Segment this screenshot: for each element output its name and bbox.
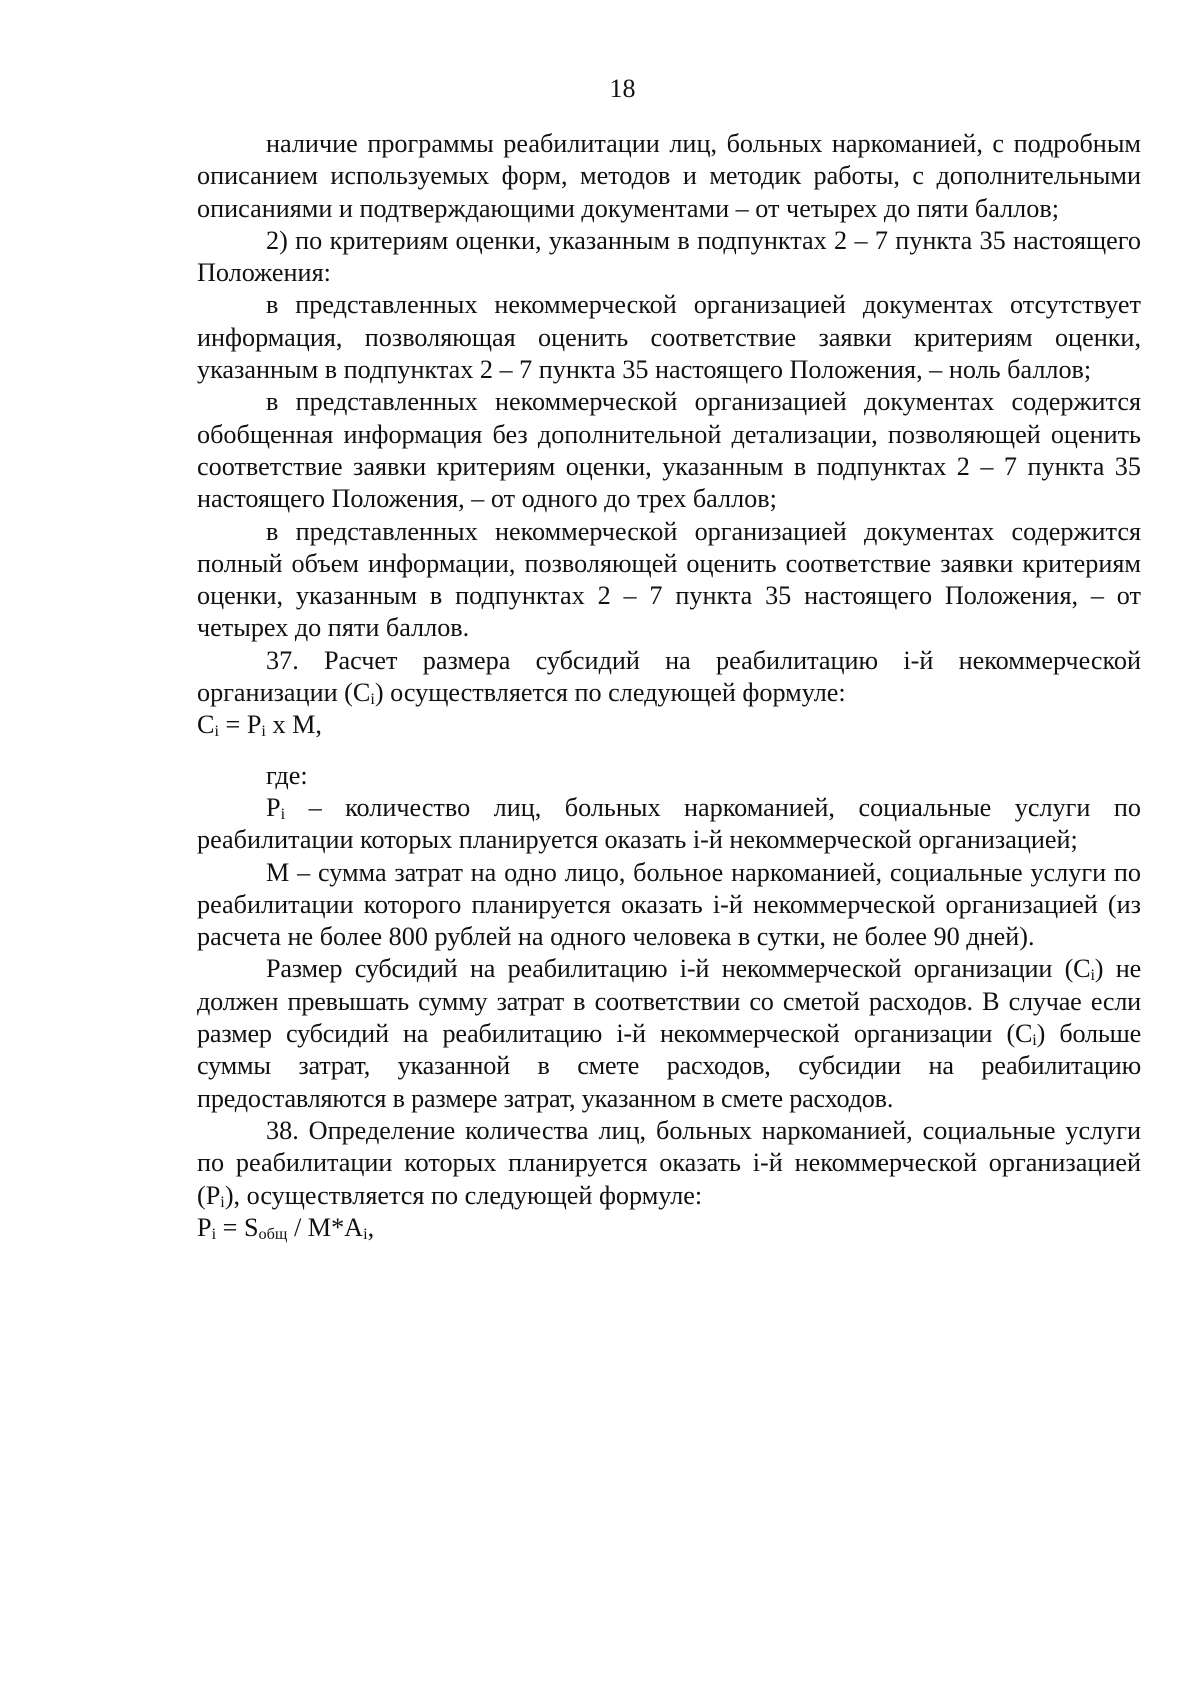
- paragraph-criteria-2-7: 2) по критериям оценки, указанным в подпунктах 2 – 7 пункта 35 настоящего Положения:: [197, 225, 1141, 288]
- paragraph-38: 38. Определение количества лиц, больных наркоманией, социальные услуги по реабилитации которых планируется оказать i-й некоммерческой организацией (Рi), осуществляется по следующей формуле:: [197, 1115, 1141, 1211]
- paragraph-one-to-three-points: в представленных некоммерческой организацией документах содержится обобщенная информация без дополнительной детализации, позволяющей оценить соответствие заявки критериям оценки, указанным в подпунктах 2 – 7 пункта 35 настоящего Положения, – от одного до трех баллов;: [197, 387, 1141, 514]
- paragraph-program-criteria: наличие программы реабилитации лиц, больных наркоманией, с подробным описанием используемых форм, методов и методик работы, с дополнительными описаниями и подтверждающими документами – от четырех до пяти баллов;: [197, 129, 1141, 223]
- paragraph-four-to-five-points: в представленных некоммерческой организацией документах содержится полный объем информации, позволяющей оценить соответствие заявки критериям оценки, указанным в подпунктах 2 – 7 пункта 35 настоящего Положения, – от четырех до пяти баллов.: [197, 516, 1141, 643]
- paragraph-zero-points: в представленных некоммерческой организацией документах отсутствует информация, позволяющая оценить соответствие заявки критериям оценки, указанным в подпунктах 2 – 7 пункта 35 настоящего Положения, – ноль баллов;: [197, 290, 1141, 385]
- where-label: где:: [266, 760, 308, 790]
- paragraph-subsidy-size: Размер субсидий на реабилитацию i-й некоммерческой организации (Сi) не должен превышать сумму затрат в соответствии со сметой расходов. В случае если размер субсидий на реабилитацию i-й некоммерческой организации (Сi) больше суммы затрат, указанной в смете расходов, субсидии на реабилитацию предоставляются в размере затрат, указанном в смете расходов.: [197, 954, 1142, 1113]
- paragraph-37: 37. Расчет размера субсидий на реабилитацию i-й некоммерческой организации (Сi) осуществляется по следующей формуле:: [197, 645, 1141, 709]
- definition-m: М – сумма затрат на одно лицо, больное наркоманией, социальные услуги по реабилитации которого планируется оказать i-й некоммерческой организацией (из расчета не более 800 рублей на одного человека в сутки, не более 90 дней).: [197, 857, 1141, 952]
- body-text: [197, 128, 1141, 1244]
- formula-subsidy: $С_i = Р_i$ x М,: [197, 710, 322, 741]
- definition-p: Рi – количество лиц, больных наркоманией, социальные услуги по реабилитации которых планируется оказать i-й некоммерческой организацией;: [197, 792, 1141, 855]
- formula-persons: $Р_i = S_{общ} / М*А_i$,: [197, 1212, 375, 1243]
- page-number: 18: [609, 74, 636, 103]
